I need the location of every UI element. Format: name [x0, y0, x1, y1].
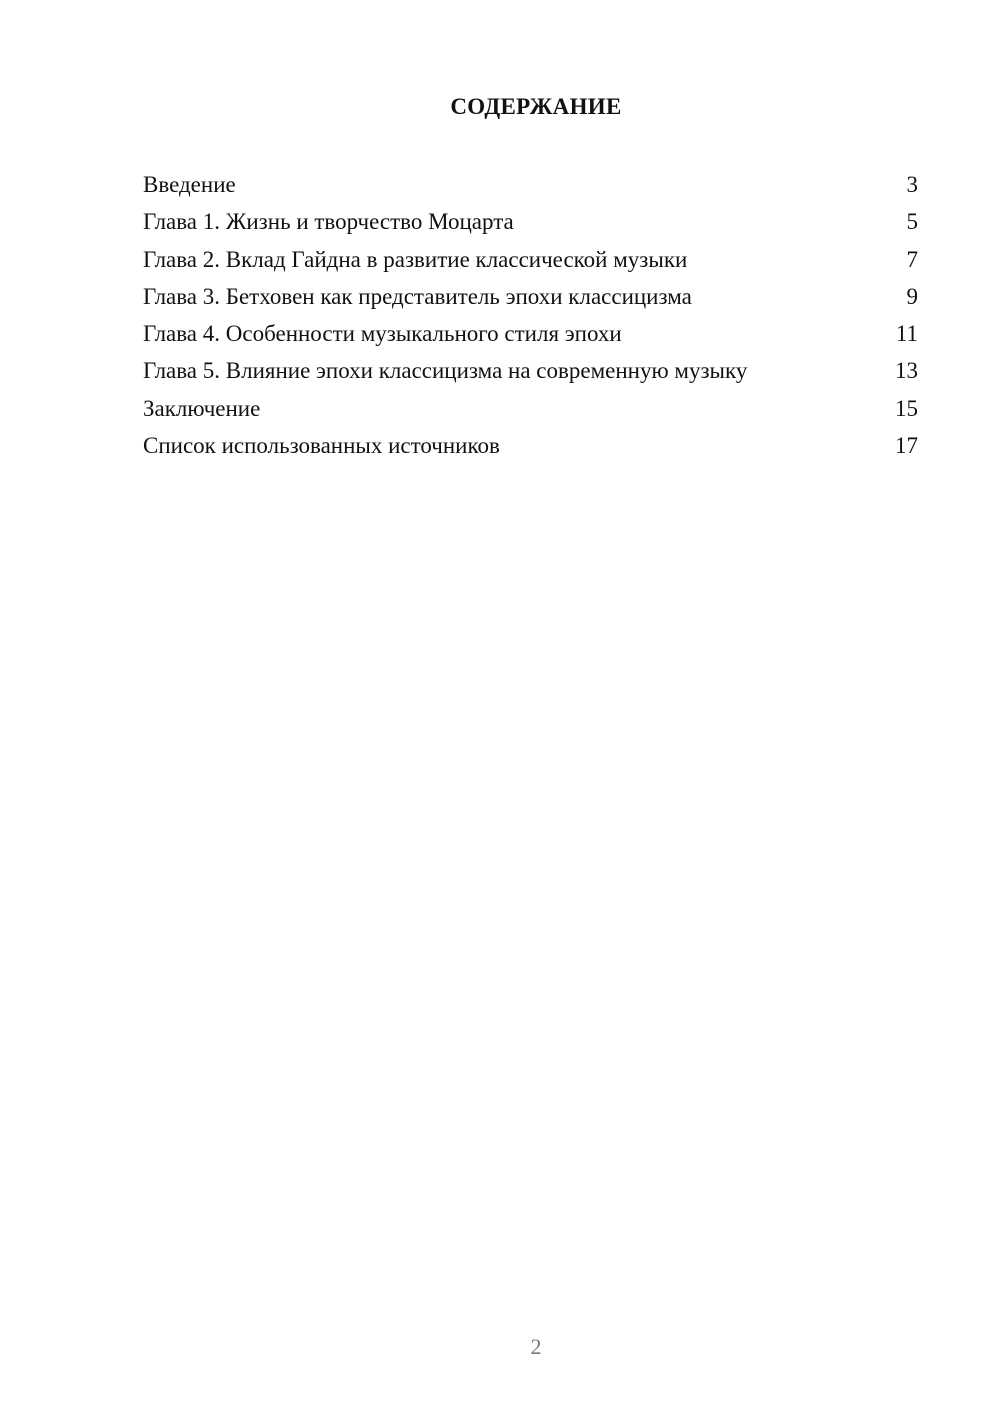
toc-item-label: Список использованных источников	[143, 433, 500, 459]
toc-item-introduction	[143, 168, 918, 205]
toc-item-label: Глава 2. Вклад Гайдна в развитие классической музыки	[143, 246, 688, 272]
toc-item-references	[143, 429, 918, 466]
toc-item-label: Глава 3. Бетховен как представитель эпохи классицизма	[143, 283, 692, 309]
toc-item-page: 11	[895, 321, 918, 347]
toc-item-chapter-5	[143, 354, 918, 391]
toc-item-label: Глава 1. Жизнь и творчество Моцарта	[143, 209, 514, 235]
toc-item-chapter-1	[143, 205, 918, 242]
toc-item-page: 7	[906, 246, 918, 272]
toc-item-label: Глава 4. Особенности музыкального стиля эпохи	[143, 321, 622, 347]
toc-item-chapter-2	[143, 243, 918, 280]
toc-title: СОДЕРЖАНИЕ	[450, 94, 622, 119]
toc-item-label: Заключение	[143, 395, 261, 421]
toc-list	[143, 168, 918, 466]
toc-item-chapter-4	[143, 317, 918, 354]
toc-item-page: 13	[895, 358, 918, 384]
toc-item-page: 9	[906, 283, 918, 309]
toc-item-label: Введение	[143, 172, 236, 197]
toc-item-page: 17	[895, 433, 918, 459]
toc-item-label: Глава 5. Влияние эпохи классицизма на современную музыку	[143, 358, 748, 384]
toc-item-page: 5	[906, 209, 918, 235]
toc-item-chapter-3	[143, 280, 918, 317]
toc-item-page: 3	[906, 172, 918, 197]
toc-item-conclusion	[143, 392, 918, 429]
toc-item-page: 15	[895, 395, 918, 421]
page-number: 2	[530, 1334, 542, 1359]
